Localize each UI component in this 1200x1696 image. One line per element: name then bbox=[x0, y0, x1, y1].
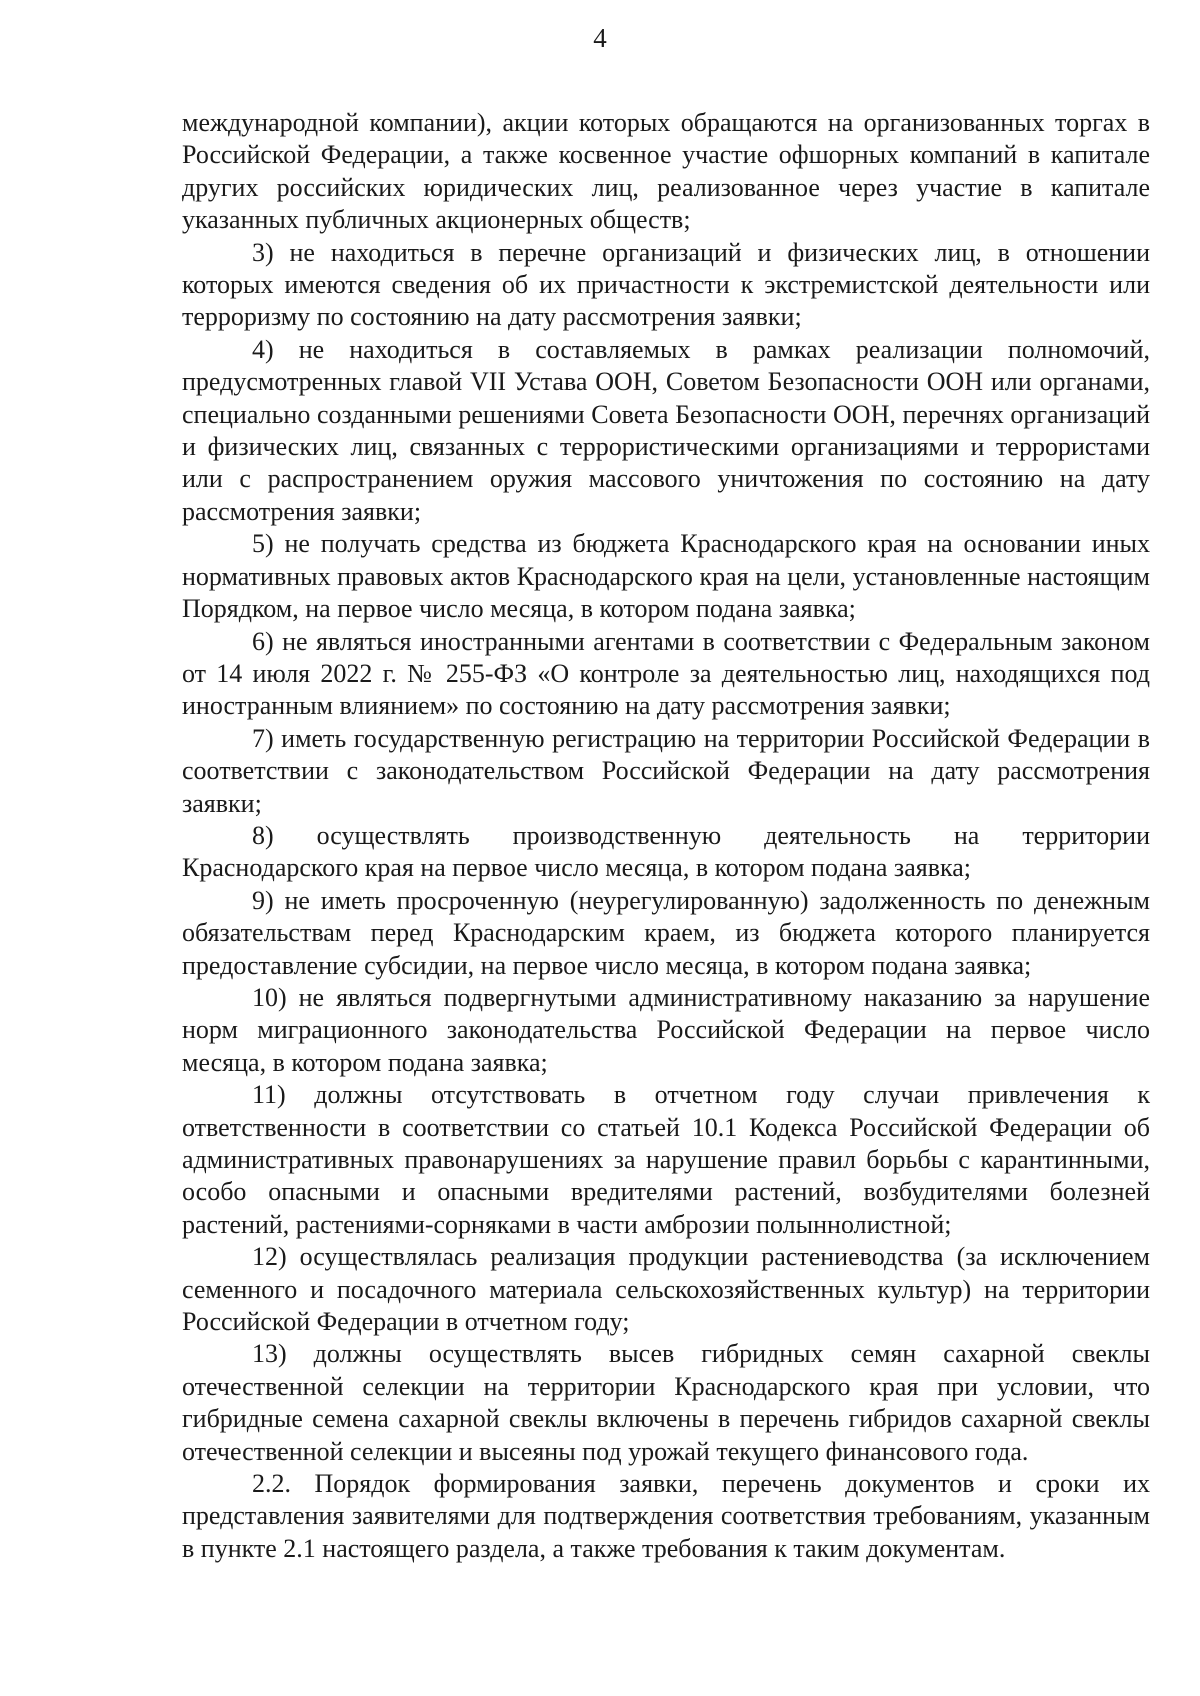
paragraph-item-3: 3) не находиться в перечне организаций и физических лиц, в отношении которых имеются сведения об их причастности к экстремистской деятельности или терроризму по состоянию на дату рассмотрения заявки; bbox=[182, 237, 1150, 332]
paragraph-item-12: 12) осуществлялась реализация продукции растениеводства (за исключением семенного и посадочного материала сельскохозяйственных культур) на территории Российской Федерации в отчетном году; bbox=[182, 1242, 1150, 1337]
paragraph-section-2-2: 2.2. Порядок формирования заявки, перечень документов и сроки их представления заявителями для подтверждения соответствия требованиям, указанным в пункте 2.1 настоящего раздела, а также требования к таким документам. bbox=[182, 1469, 1150, 1563]
paragraph-item-13: 13) должны осуществлять высев гибридных семян сахарной свеклы отечественной селекции на территории Краснодарского края при условии, что гибридные семена сахарной свеклы включены в перечень гибридов сахарной свеклы отечественной селекции и высеяны под урожай текущего финансового года. bbox=[182, 1339, 1150, 1466]
paragraph-item-9: 9) не иметь просроченную (неурегулированную) задолженность по денежным обязательствам перед Краснодарским краем, из бюджета которого планируется предоставление субсидии, на первое число месяца, в котором подана заявка; bbox=[182, 885, 1150, 980]
paragraph-item-10: 10) не являться подвергнутыми административному наказанию за нарушение норм миграционного законодательства Российской Федерации на первое число месяца, в котором подана заявка; bbox=[182, 982, 1150, 1077]
paragraph-item-11: 11) должны отсутствовать в отчетном году случаи привлечения к ответственности в соответствии со статьей 10.1 Кодекса Российской Федерации об административных правонарушениях за нарушение правил борьбы с карантинными, особо опасными и опасными вредителями растений, возбудителями болезней растений, растениями-сорняками в части амброзии полыннолистной; bbox=[182, 1080, 1150, 1239]
paragraph-continuation: международной компании), акции которых обращаются на организованных торгах в Российской Федерации, а также косвенное участие офшорных компаний в капитале других российских юридических лиц, реализованное через участие в капитале указанных публичных акционерных обществ; bbox=[182, 108, 1150, 235]
paragraph-item-5: 5) не получать средства из бюджета Краснодарского края на основании иных нормативных правовых актов Краснодарского края на цели, установленные настоящим Порядком, на первое число месяца, в котором подана заявка; bbox=[182, 529, 1150, 624]
paragraph-item-8: 8) осуществлять производственную деятельность на территории Краснодарского края на первое число месяца, в котором подана заявка; bbox=[182, 820, 1150, 883]
paragraph-item-6: 6) не являться иностранными агентами в соответствии с Федеральным законом от 14 июля 2022 г. № 255-ФЗ «О контроле за деятельностью лиц, находящихся под иностранным влиянием» по состоянию на дату рассмотрения заявки; bbox=[182, 626, 1150, 721]
paragraph-item-7: 7) иметь государственную регистрацию на территории Российской Федерации в соответствии с законодательством Российской Федерации на дату рассмотрения заявки; bbox=[182, 723, 1150, 818]
document-body bbox=[182, 107, 1150, 1565]
page-number: 4 bbox=[593, 23, 607, 53]
paragraph-item-4: 4) не находиться в составляемых в рамках реализации полномочий, предусмотренных главой VII Устава ООН, Советом Безопасности ООН или органами, специально созданными решениями Совета Безопасности ООН, перечнях организаций и физических лиц, связанных с террористическими организациями и террористами или с распространением оружия массового уничтожения по состоянию на дату рассмотрения заявки; bbox=[182, 334, 1150, 526]
